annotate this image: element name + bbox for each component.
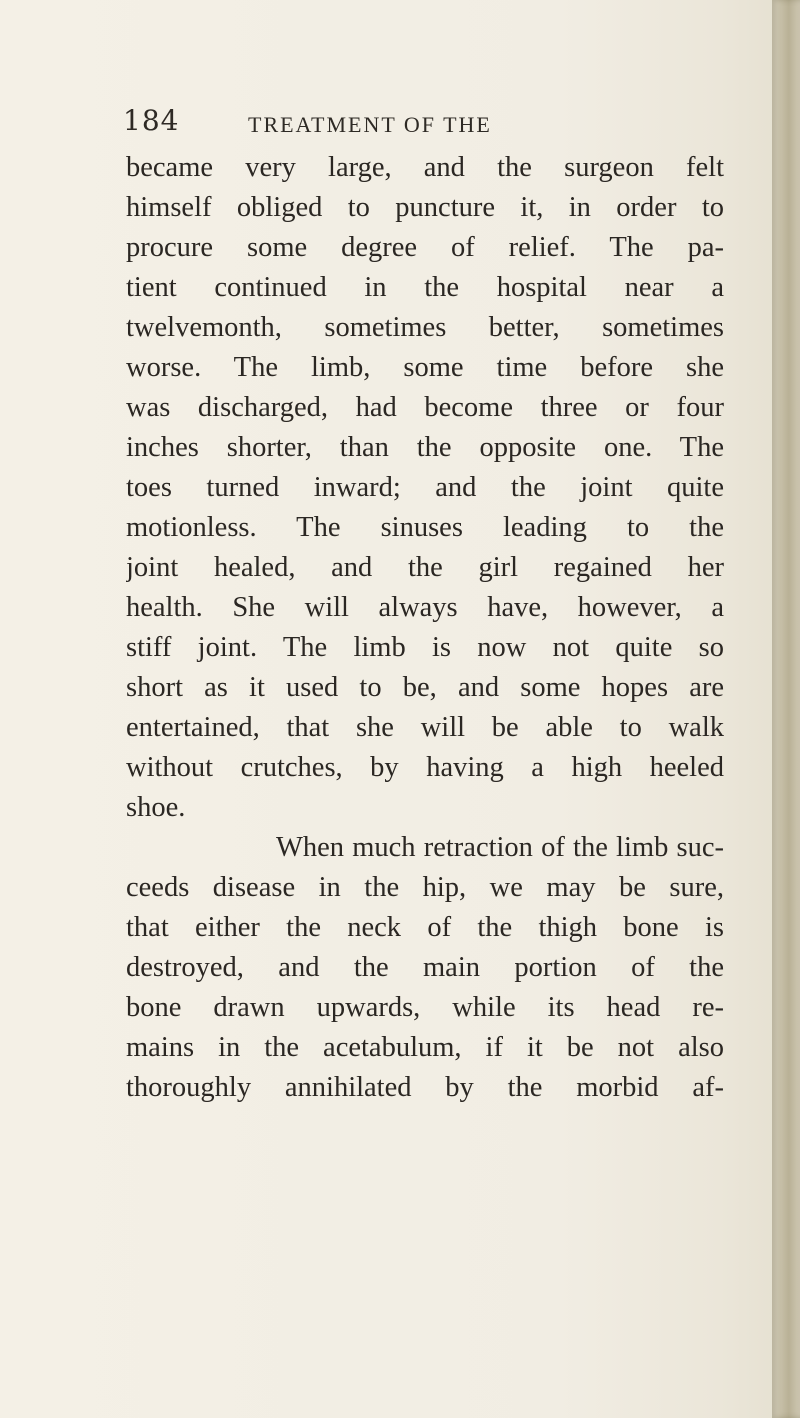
paragraph-start-line: When much retraction of the limb suc- [276, 832, 724, 863]
text-line: thoroughly annihilated by the morbid af- [126, 1072, 724, 1103]
text-line: became very large, and the surgeon felt [126, 152, 724, 183]
text-line: inches shorter, than the opposite one. The [126, 432, 724, 463]
text-line: short as it used to be, and some hopes are [126, 672, 724, 703]
text-line: that either the neck of the thigh bone is [126, 912, 724, 943]
text-line: health. She will always have, however, a [126, 592, 724, 623]
text-line: twelvemonth, sometimes better, sometimes [126, 312, 724, 343]
page-number: 184 [123, 104, 180, 137]
text-line: worse. The limb, some time before she [126, 352, 724, 383]
text-line: himself obliged to puncture it, in order to [126, 192, 724, 223]
page-header [123, 104, 683, 144]
text-line: motionless. The sinuses leading to the [126, 512, 724, 543]
text-line: entertained, that she will be able to walk [126, 712, 724, 743]
running-head: TREATMENT OF THE [248, 112, 492, 137]
text-line: procure some degree of relief. The pa- [126, 232, 724, 263]
text-line: destroyed, and the main portion of the [126, 952, 724, 983]
paragraph-end-line: shoe. [126, 792, 186, 823]
body-text [126, 148, 724, 1108]
text-line: bone drawn upwards, while its head re- [126, 992, 724, 1023]
text-line: ceeds disease in the hip, we may be sure, [126, 872, 724, 903]
text-line: joint healed, and the girl regained her [126, 552, 724, 583]
text-line: tient continued in the hospital near a [126, 272, 724, 303]
page-binding-edge [772, 0, 800, 1418]
text-line: toes turned inward; and the joint quite [126, 472, 724, 503]
text-line: was discharged, had become three or four [126, 392, 724, 423]
text-line: stiff joint. The limb is now not quite so [126, 632, 724, 663]
text-line: mains in the acetabulum, if it be not also [126, 1032, 724, 1063]
text-line: without crutches, by having a high heeled [126, 752, 724, 783]
